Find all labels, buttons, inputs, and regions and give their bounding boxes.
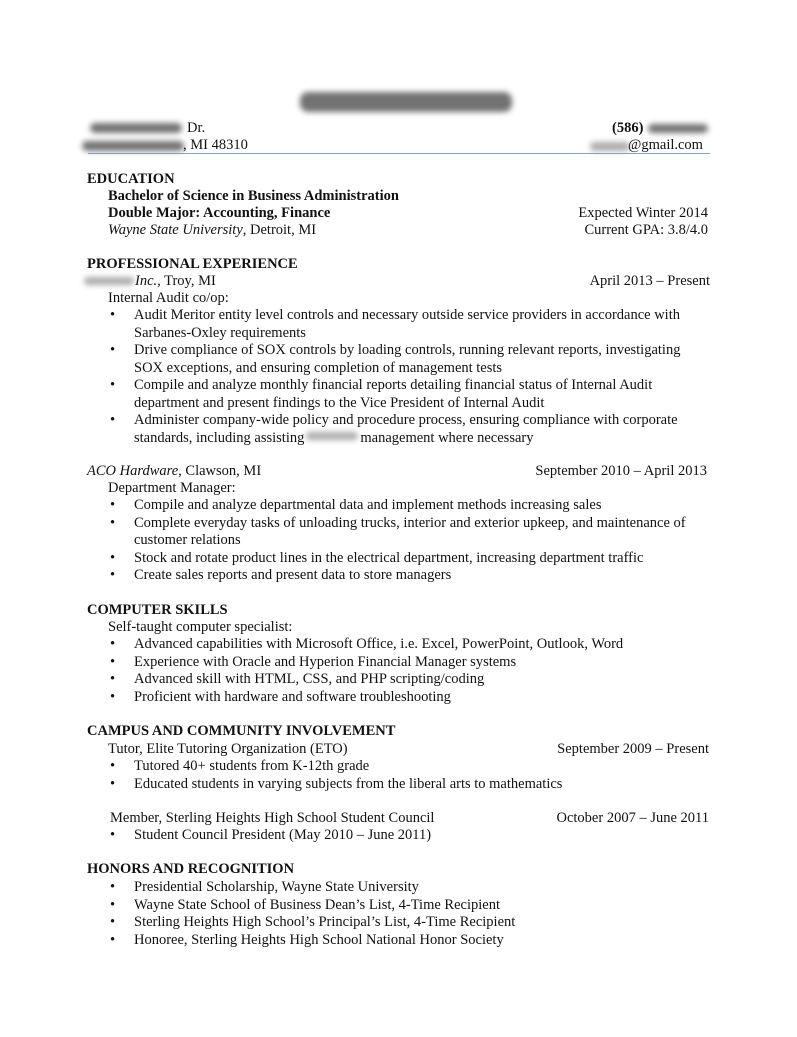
job-title: Internal Audit co/op:	[108, 290, 229, 306]
list-item: • Advanced capabilities with Microsoft Office, i.e. Excel, PowerPoint, Outlook, Word	[108, 636, 704, 654]
bullet-text-start: Administer company-wide policy and procedure process, ensuring compliance with corporate standards, including assisting	[134, 412, 678, 446]
role-dates: October 2007 – June 2011	[556, 810, 709, 826]
school-line	[108, 222, 316, 240]
redacted-email	[590, 142, 630, 151]
job-dates: April 2013 – Present	[589, 273, 710, 289]
phone-prefix: (586)	[612, 120, 644, 136]
redacted-text	[306, 432, 358, 440]
email-address[interactable]: @gmail.com	[628, 137, 703, 153]
address-street: Dr.	[187, 120, 206, 136]
list-item: • Compile and analyze monthly financial reports detailing financial status of Internal Audit department and present findings to the Vice President of Internal Audit	[108, 377, 704, 412]
list-item: • Tutored 40+ students from K-12th grade	[108, 758, 704, 776]
list-item	[108, 412, 704, 447]
degree: Bachelor of Science in Business Administration	[108, 188, 399, 204]
skills-heading: COMPUTER SKILLS	[87, 602, 228, 618]
school-name: Wayne State University	[108, 222, 243, 238]
list-item: • Create sales reports and present data to store managers	[108, 567, 704, 585]
list-item: • Stock and rotate product lines in the electrical department, increasing department traffic	[108, 550, 704, 568]
job-title: Department Manager:	[108, 480, 236, 496]
job-dates: September 2010 – April 2013	[535, 463, 707, 479]
list-item: • Experience with Oracle and Hyperion Financial Manager systems	[108, 654, 704, 672]
list-item: • Sterling Heights High School’s Principal’s List, 4-Time Recipient	[108, 914, 704, 932]
role-bullets	[108, 827, 704, 845]
redacted-street	[90, 123, 182, 133]
bullet-text-end: management where necessary	[360, 429, 534, 446]
list-item: • Advanced skill with HTML, CSS, and PHP scripting/coding	[108, 671, 704, 689]
list-item: • Educated students in varying subjects from the liberal arts to mathematics	[108, 776, 704, 794]
redacted-city	[82, 141, 184, 151]
list-item: • Compile and analyze departmental data and implement methods increasing sales	[108, 497, 704, 515]
job-bullets	[108, 497, 704, 585]
job-company: Inc.,	[135, 273, 161, 289]
header-divider	[88, 153, 710, 154]
skills-intro: Self-taught computer specialist:	[108, 619, 293, 635]
role-title: Member, Sterling Heights High School Student Council	[110, 810, 435, 826]
list-item: • Student Council President (May 2010 – June 2011)	[108, 827, 704, 845]
expected-graduation: Expected Winter 2014	[578, 205, 708, 221]
job-location: Troy, MI	[160, 273, 216, 289]
list-item: • Audit Meritor entity level controls and necessary outside service providers in accordance with Sarbanes-Oxley requirements	[108, 307, 704, 342]
major: Double Major: Accounting, Finance	[108, 205, 331, 221]
honors-heading: HONORS AND RECOGNITION	[87, 861, 295, 877]
list-item: • Drive compliance of SOX controls by loading controls, running relevant reports, investigating SOX exceptions, and ensuring completion of management tests	[108, 342, 704, 377]
gpa: Current GPA: 3.8/4.0	[584, 222, 708, 238]
address-city: , MI 48310	[183, 137, 248, 153]
role-dates: September 2009 – Present	[557, 741, 709, 757]
list-item: • Wayne State School of Business Dean’s List, 4-Time Recipient	[108, 897, 704, 915]
school-location: , Detroit, MI	[242, 222, 317, 238]
job-company: ACO Hardware	[87, 463, 179, 479]
skills-bullets	[108, 636, 704, 706]
job-company-line	[87, 463, 261, 481]
list-item: • Complete everyday tasks of unloading trucks, interior and exterior upkeep, and maintenance of customer relations	[108, 515, 704, 550]
job-bullets	[108, 307, 704, 447]
list-item: • Proficient with hardware and software troubleshooting	[108, 689, 704, 707]
involvement-heading: CAMPUS AND COMMUNITY INVOLVEMENT	[87, 723, 396, 739]
experience-heading: PROFESSIONAL EXPERIENCE	[87, 256, 298, 272]
job-company-line	[135, 273, 216, 291]
redacted-company	[84, 277, 134, 285]
list-item: • Honoree, Sterling Heights High School National Honor Society	[108, 932, 704, 950]
education-heading: EDUCATION	[87, 171, 175, 187]
redacted-name	[300, 92, 512, 112]
job-location: , Clawson, MI	[178, 463, 262, 479]
role-bullets	[108, 758, 704, 793]
redacted-phone	[648, 124, 708, 133]
list-item: • Presidential Scholarship, Wayne State University	[108, 879, 704, 897]
role-title: Tutor, Elite Tutoring Organization (ETO)	[108, 741, 348, 757]
honors-bullets	[108, 879, 704, 949]
